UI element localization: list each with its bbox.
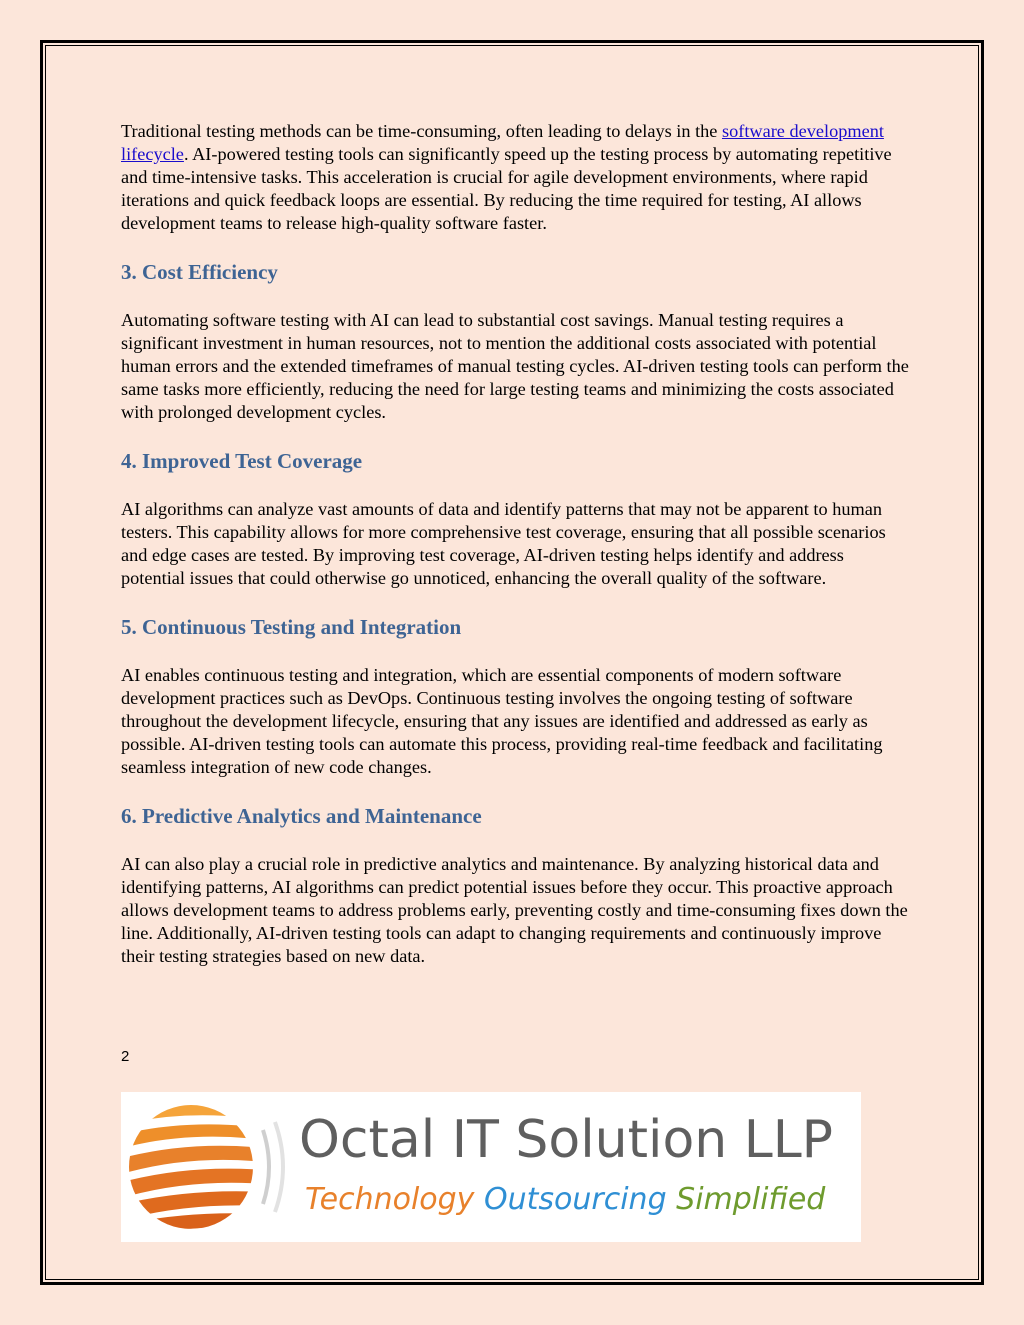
tagline-simplified: Simplified bbox=[676, 1182, 826, 1217]
company-tagline bbox=[305, 1182, 825, 1217]
company-logo-banner bbox=[121, 1092, 861, 1242]
document-body bbox=[121, 120, 911, 968]
section-body-cost-efficiency: Automating software testing with AI can lead to substantial cost savings. Manual testing requires a significant investment in human resources, not to mention the additional costs associated with potential human errors and the extended timeframes of manual testing cycles. AI-driven testing tools can perform the same tasks more efficiently, reducing the need for large testing teams and minimizing the costs associated with prolonged development cycles. bbox=[121, 310, 909, 422]
page-number: 2 bbox=[121, 1048, 130, 1065]
tagline-outsourcing: Outsourcing bbox=[484, 1182, 667, 1217]
globe-logo-icon bbox=[125, 1100, 297, 1234]
tagline-technology: Technology bbox=[305, 1182, 475, 1217]
intro-text-start: Traditional testing methods can be time-consuming, often leading to delays in the bbox=[121, 121, 722, 141]
company-name: Octal IT Solution LLP bbox=[299, 1110, 834, 1170]
intro-paragraph bbox=[121, 120, 911, 235]
section-heading-predictive-analytics: 6. Predictive Analytics and Maintenance bbox=[121, 804, 482, 828]
section-heading-cost-efficiency: 3. Cost Efficiency bbox=[121, 260, 278, 284]
section-body-test-coverage: AI algorithms can analyze vast amounts of data and identify patterns that may not be apparent to human testers. This capability allows for more comprehensive test coverage, ensuring that all possible scenarios and edge cases are tested. By improving test coverage, AI-driven testing helps identify and address potential issues that could otherwise go unnoticed, enhancing the overall quality of the software. bbox=[121, 499, 886, 588]
intro-text-end: . AI-powered testing tools can significantly speed up the testing process by automating repetitive and time-intensive tasks. This acceleration is crucial for agile development environments, where rapid iterations and quick feedback loops are essential. By reducing the time required for testing, AI allows development teams to release high-quality software faster. bbox=[121, 144, 892, 233]
section-heading-test-coverage: 4. Improved Test Coverage bbox=[121, 449, 363, 473]
section-heading-continuous-testing: 5. Continuous Testing and Integration bbox=[121, 615, 462, 639]
software-development-lifecycle-link[interactable]: software development lifecycle bbox=[121, 121, 884, 164]
section-body-continuous-testing: AI enables continuous testing and integration, which are essential components of modern software development practices such as DevOps. Continuous testing involves the ongoing testing of software throughout the development lifecycle, ensuring that any issues are identified and addressed as early as possible. AI-driven testing tools can automate this process, providing real-time feedback and facilitating seamless integration of new code changes. bbox=[121, 665, 883, 777]
section-body-predictive-analytics: AI can also play a crucial role in predictive analytics and maintenance. By analyzing historical data and identifying patterns, AI algorithms can predict potential issues before they occur. This proactive approach allows development teams to address problems early, preventing costly and time-consuming fixes down the line. Additionally, AI-driven testing tools can adapt to changing requirements and continuously improve their testing strategies based on new data. bbox=[121, 854, 908, 966]
